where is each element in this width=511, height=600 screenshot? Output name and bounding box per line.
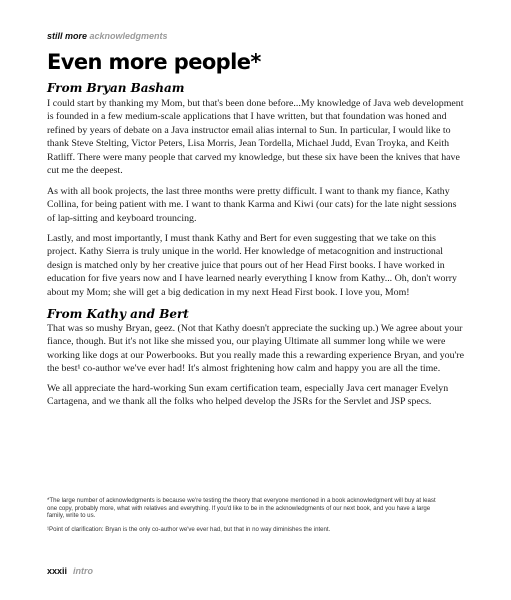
footnote-acknowledgments: *The large number of acknowledgments is because we're testing the theory that everyone mentioned in a book acknowledgment will buy at least one copy, probably more, what with relatives and everything. If you'd like to be in the acknowledgments of our next book, and you have a large family, write to us. (47, 497, 436, 520)
section-heading-bryan: From Bryan Basham (47, 81, 185, 95)
running-header-rest: acknowledgments (87, 31, 168, 41)
footnote-clarification: ¹Point of clarification: Bryan is the only co-author we've ever had, but that in no way diminishes the intent. (47, 526, 331, 534)
section-heading-kathy-bert: From Kathy and Bert (47, 307, 189, 321)
paragraph-bryan-3: Lastly, and most importantly, I must thank Kathy and Bert for even suggesting that we take on this project. Kathy Sierra is truly unique in the world. Her knowledge of metacognition and instructional design is matched only by her creative juice that pours out of her Head First books. I have worked in education for five years now and I have learned nearly everything I know from Kathy... Oh, don't worry about my Mom; she will get a big dedication in my next Head First book. I love you, Mom! (47, 233, 457, 298)
paragraph-kathy-bert-2: We all appreciate the hard-working Sun exam certification team, especially Java cert manager Evelyn Cartagena, and we thank all the folks who helped develop the JSRs for the Servlet and JSP specs. (47, 383, 449, 408)
running-header-prefix: still more (47, 31, 88, 41)
running-header (47, 31, 168, 41)
page-footer (47, 566, 93, 576)
footer-label: intro (73, 566, 94, 576)
paragraph-kathy-bert-1: That was so mushy Bryan, geez. (Not that Kathy doesn't appreciate the sucking up.) We agree about your fiance, though. But it's not like she missed you, our playing Ultimate all summer long while we were working like dogs at our Powerbooks. But you really made this a rewarding experience Bryan, and you're the best¹ co-author we've ever had! It's almost frightening how calm and happy you are all the time. (47, 323, 464, 375)
page-title: Even more people* (47, 50, 261, 74)
footnotes (47, 497, 447, 540)
paragraph-bryan-2: As with all book projects, the last three months were pretty difficult. I want to thank my fiance, Kathy Collina, for being patient with me. I want to thank Karma and Kiwi (our cats) for the late night sessions of lap-sitting and keyboard trouncing. (47, 186, 457, 224)
page-number: xxxii (47, 566, 68, 576)
paragraph-bryan-1: I could start by thanking my Mom, but that's been done before...My knowledge of Java web development is founded in a few medium-scale applications that I have written, but that foundation was honed and refined by years of debate on a Java instructor email alias internal to Sun. In particular, I would like to thank Steve Stelting, Victor Peters, Lisa Morris, Jean Tordella, Michael Judd, Evan Troyka, and Keith Ratliff. There were many people that carved my knowledge, but these six have been the knives that have cut me the deepest. (47, 98, 464, 177)
